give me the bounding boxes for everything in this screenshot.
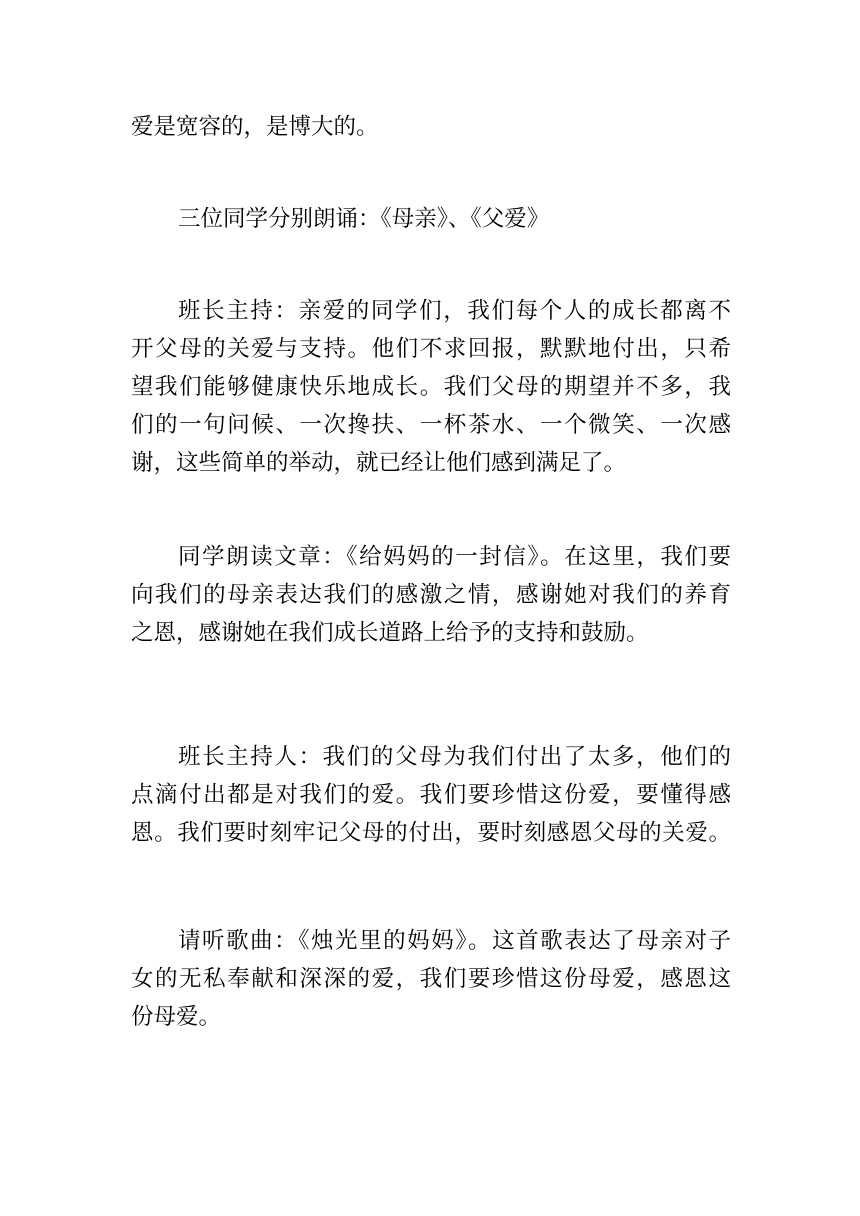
text-line: 向我们的母亲表达我们的感激之情，感谢她对我们的养育 <box>131 582 731 608</box>
text-line: 班长主持：亲爱的同学们，我们每个人的成长都离不 <box>178 298 731 324</box>
paragraph-letter-reading <box>131 538 731 652</box>
text-line: 开父母的关爱与支持。他们不求回报，默默地付出，只希 <box>131 336 731 362</box>
text-line: 恩。我们要时刻牢记父母的付出，要时刻感恩父母的关爱。 <box>131 820 731 846</box>
text-line: 爱是宽容的，是博大的。 <box>131 114 379 140</box>
paragraph-intro <box>131 108 731 146</box>
text-line: 份母爱。 <box>131 1004 222 1030</box>
text-line: 同学朗读文章：《给妈妈的一封信》。在这里，我们要 <box>178 544 731 570</box>
text-line: 点滴付出都是对我们的爱。我们要珍惜这份爱，要懂得感 <box>131 782 731 808</box>
paragraph-song <box>131 922 731 1036</box>
text-line: 女的无私奉献和深深的爱，我们要珍惜这份母爱，感恩这 <box>131 966 731 992</box>
text-line: 之恩，感谢她在我们成长道路上给予的支持和鼓励。 <box>131 620 649 646</box>
paragraph-monitor-host <box>131 292 731 482</box>
text-line: 谢，这些简单的举动，就已经让他们感到满足了。 <box>131 450 627 476</box>
text-line: 们的一句问候、一次搀扶、一杯茶水、一个微笑、一次感 <box>131 412 731 438</box>
text-line: 班长主持人：我们的父母为我们付出了太多，他们的 <box>178 744 731 770</box>
paragraph-monitor-host-2 <box>131 738 731 852</box>
text-line: 三位同学分别朗诵：《母亲》、《父爱》 <box>178 206 550 232</box>
text-line: 望我们能够健康快乐地成长。我们父母的期望并不多，我 <box>131 374 731 400</box>
paragraph-recitation <box>131 200 731 238</box>
text-line: 请听歌曲：《烛光里的妈妈》。这首歌表达了母亲对子 <box>178 928 731 954</box>
